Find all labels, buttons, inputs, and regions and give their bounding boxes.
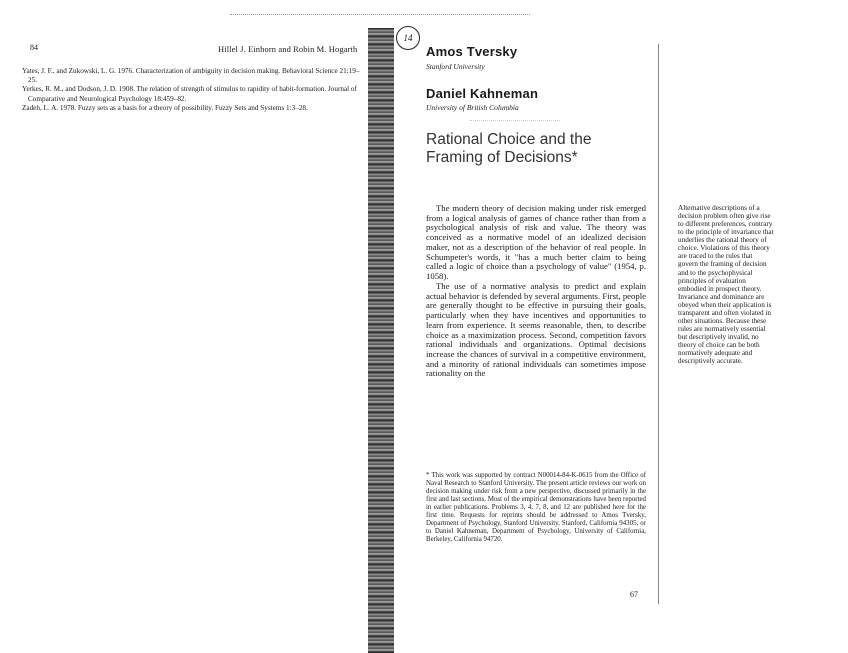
reference-entry: Zadeh, L. A. 1978. Fuzzy sets as a basis for a theory of possibility. Fuzzy Sets and Systems 1:3–28. (22, 103, 308, 112)
scan-artifact-line (230, 14, 530, 15)
title-line-1: Rational Choice and the (426, 131, 592, 148)
author2-name: Daniel Kahneman (426, 86, 539, 101)
column-divider (658, 44, 659, 604)
reference-entry: Yates, J. F., and Zukowski, L. G. 1976. Characterization of ambiguity in decision making. Behavioral Science 21:19–25. (22, 67, 360, 85)
margin-circle-mark: 14 (396, 26, 420, 50)
right-page-number: 67 (630, 590, 638, 599)
book-spine (368, 28, 394, 653)
running-head: Hillel J. Einhorn and Robin M. Hogarth (218, 44, 358, 54)
left-page (0, 0, 372, 653)
author1-affiliation: Stanford University (426, 62, 485, 71)
left-page-number: 84 (30, 43, 38, 52)
footnote: * This work was supported by contract N00014-84-K-0615 from the Office of Naval Research to Stanford University. The present article reviews our work on decision making under risk from a new perspective, discussed primarily in the first and last sections. Most of the empirical demonstrations have been reported in earlier publications. Problems 3, 4, 7, 8, and 12 are published here for the first time. Requests for reprints should be addressed to Amos Tversky, Department of Psychology, Stanford University, Stanford, California 94305, or to Daniel Kahneman, Department of Psychology, University of California, Berkeley, California 94720. (426, 472, 646, 543)
scan-artifact-line (470, 120, 560, 121)
main-body (426, 204, 646, 379)
body-paragraph-2: The use of a normative analysis to predict and explain actual behavior is defended by several arguments. First, people are generally thought to be effective in pursuing their goals, particularly when they have incentives and opportunities to learn from experience. It seems reasonable, then, to describe choice as a maximization process. Second, competition favors rational individuals and organizations. Optimal decisions increase the chances of survival in a competitive environment, and a minority of rational individuals can sometimes impose rationality on the (426, 280, 646, 379)
author1-name: Amos Tversky (426, 44, 518, 59)
reference-entry: Yerkes, R. M., and Dodson, J. D. 1908. The relation of strength of stimulus to rapidity of habit-formation. Journal of Comparative and Neurological Psychology 18:459–82. (22, 85, 357, 103)
author2-affiliation: University of British Columbia (426, 103, 519, 112)
title-line-2: Framing of Decisions* (426, 148, 578, 166)
abstract-sidenote: Alternative descriptions of a decision problem often give rise to different preferences, contrary to the principle of invariance that underlies the rational theory of choice. Violations of this theory are traced to the rules that govern the framing of decision and to the psychophysical principles of evaluation embodied in prospect theory. Invariance and dominance are obeyed when their application is transparent and often violated in other situations. Because these rules are normatively essential but descriptively invalid, no theory of choice can be both normatively adequate and descriptively accurate. (678, 204, 774, 366)
reference-list (22, 67, 362, 113)
article-title (426, 131, 591, 167)
body-paragraph-1: The modern theory of decision making under risk emerged from a logical analysis of games of chance rather than from a psychological analysis of risk and value. The theory was conceived as a normative model of an idealized decision maker, not as a description of the behavior of real people. In Schumpeter's words, it "has a much better claim to being called a logic of choice than a psychology of value" (1954, p. 1058). (426, 203, 646, 282)
